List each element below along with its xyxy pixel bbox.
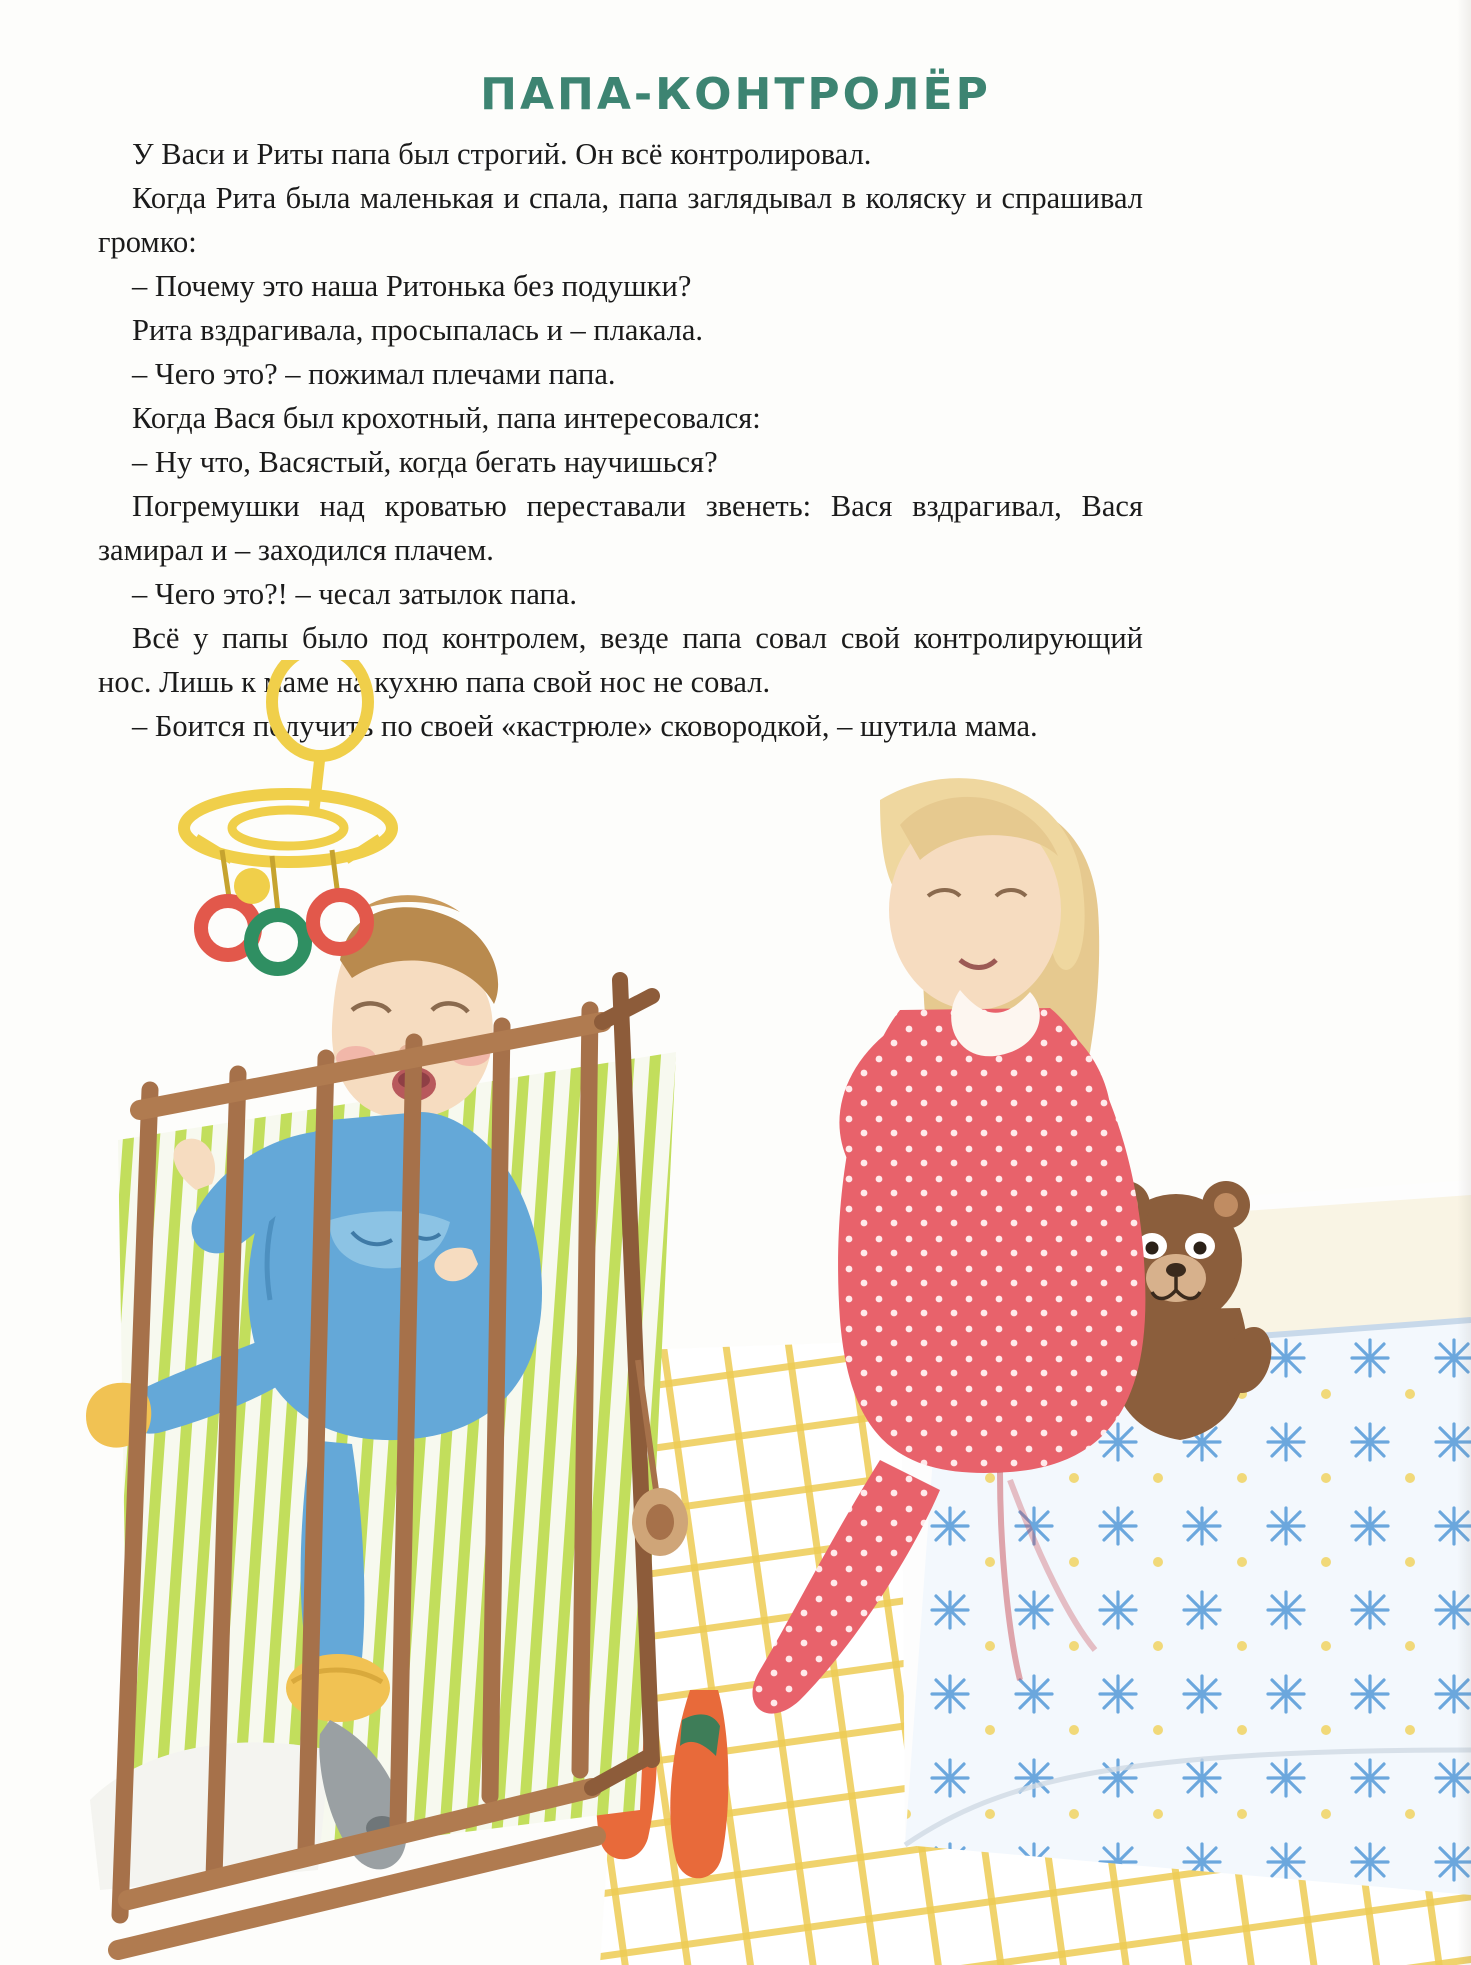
paragraph: Когда Вася был крохотный, папа интересовался: [132, 401, 761, 435]
paragraph: У Васи и Риты папа был строгий. Он всё контролировал. [132, 137, 872, 171]
paragraph: Рита вздрагивала, просыпалась и – плакала. [132, 313, 704, 347]
paragraph: – Чего это? – пожимал плечами папа. [132, 357, 616, 391]
illustration [0, 660, 1471, 1965]
paragraph: Погремушки над кроватью переставали звенеть: Вася вздрагивал, Вася замирал и – заходился плачем. [98, 489, 1151, 567]
mobile-with-rattles [184, 660, 392, 969]
paragraph: – Чего это?! – чесал затылок папа. [132, 577, 577, 611]
page-title: ПАПА-КОНТРОЛЁР [480, 69, 991, 121]
paragraph: Всё у папы было под контролем, везде папа совал свой контролирующий нос. Лишь к маме на кухню папа свой нос не совал. [98, 621, 1151, 699]
paragraph: – Почему это наша Ритонька без подушки? [132, 269, 692, 303]
wooden-crib [86, 895, 688, 1950]
paragraph: Когда Рита была маленькая и спала, папа заглядывал в коляску и спрашивал громко: [98, 181, 1151, 259]
story-text [98, 132, 1151, 748]
paragraph: – Боится получить по своей «кастрюле» сковородкой, – шутила мама. [132, 709, 1038, 743]
paragraph: – Ну что, Васястый, когда бегать научишься? [132, 445, 718, 479]
